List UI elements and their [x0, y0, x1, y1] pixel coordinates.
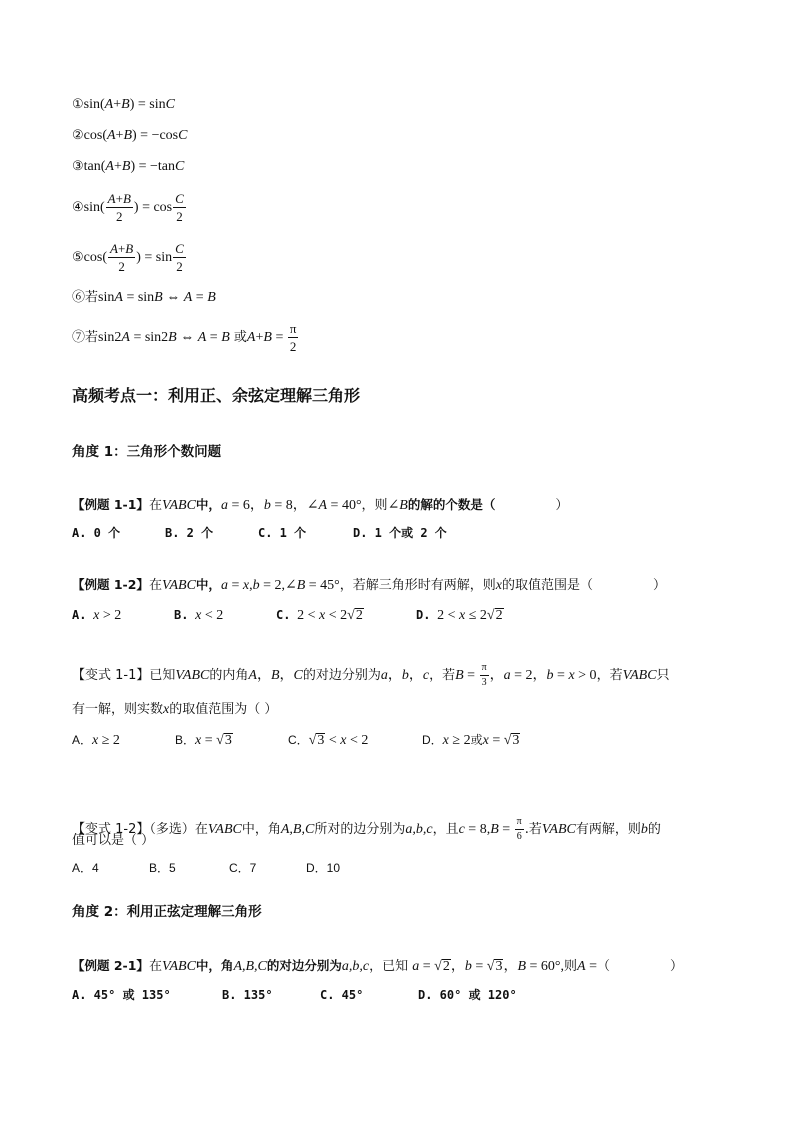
option-a[interactable]: A. 0 个 [72, 526, 121, 540]
example-2-1-question: 【例题 2-1】在VABC中，角A,B,C的对边分别为a,b,c，已知 a = √2，b = √3，B = 60°,则A =（ ） [72, 958, 684, 974]
formula-1-marker: ① [72, 97, 84, 112]
option-c[interactable]: C．7 [229, 861, 257, 875]
option-a[interactable]: A．x ≥ 2 [72, 733, 120, 748]
variant-1-2-options [72, 859, 340, 877]
option-d[interactable]: D．x ≥ 2或x = √3 [422, 733, 520, 748]
option-d[interactable]: D．10 [306, 861, 341, 875]
example-1-1-options [72, 524, 447, 542]
option-a[interactable]: A. x > 2 [72, 608, 122, 623]
option-c[interactable]: C. 1 个 [258, 526, 307, 540]
variant-1-1-tag: 【变式 1-1】 [72, 668, 150, 683]
option-c[interactable]: C．√3 < x < 2 [288, 733, 369, 748]
formula-6-marker: ⑥ [72, 290, 86, 305]
formula-4: ④sin( $\frac{A+B}{2}$ ) = cos $\frac{C}{2}$ [72, 191, 184, 225]
formula-1: ①sin(A+B) = sinC [72, 97, 175, 112]
example-1-1-question: 【例题 1-1】在VABC中，a = 6，b = 8，∠A = 40°，则∠B的解的个数是（ ） [72, 497, 569, 513]
example-2-1-options [72, 986, 517, 1004]
formula-3: ③tan(A+B) = −tanC [72, 159, 185, 174]
option-b[interactable]: B. x < 2 [174, 608, 224, 623]
example-1-1-tag: 【例题 1-1】 [72, 497, 149, 512]
formula-6: ⑥若sinA = sinB ⇔ A = B [72, 290, 216, 305]
variant-1-1-question-line2: 有一解，则实数x的取值范围为（ ） [72, 702, 278, 717]
option-b[interactable]: B. 135° [222, 988, 273, 1002]
formula-4-marker: ④ [72, 200, 84, 215]
option-b[interactable]: B．x = √3 [175, 733, 232, 748]
option-c[interactable]: C. 45° [320, 988, 364, 1002]
section-title: 高频考点一：利用正、余弦定理解三角形 [72, 386, 361, 405]
option-d[interactable]: D. 2 < x ≤ 2√2 [416, 608, 503, 623]
formula-2-marker: ② [72, 128, 84, 143]
option-d[interactable]: D. 1 个或 2 个 [353, 526, 447, 540]
formula-5: ⑤cos( $\frac{A+B}{2}$ ) = sin $\frac{C}{2}$ [72, 241, 184, 275]
formula-5-marker: ⑤ [72, 250, 84, 265]
option-b[interactable]: B. 2 个 [165, 526, 214, 540]
variant-1-2-tag: 【变式 1-2】 [72, 822, 150, 837]
formula-2: ②cos(A+B) = −cosC [72, 128, 188, 143]
example-1-2-question: 【例题 1-2】在VABC中，a = x,b = 2,∠B = 45°，若解三角形时有两解，则x的取值范围是（ ） [72, 577, 667, 593]
formula-7-marker: ⑦ [72, 330, 86, 345]
option-b[interactable]: B．5 [149, 861, 176, 875]
option-a[interactable]: A．4 [72, 861, 99, 875]
example-1-2-tag: 【例题 1-2】 [72, 577, 149, 592]
angle-1-title: 角度 1：三角形个数问题 [72, 444, 222, 460]
formula-3-marker: ③ [72, 159, 84, 174]
angle-2-title: 角度 2：利用正弦定理解三角形 [72, 904, 262, 920]
option-c[interactable]: C. 2 < x < 2√2 [276, 608, 363, 623]
variant-1-2-question-line2: 值可以是（ ） [72, 833, 155, 848]
variant-1-1-options [72, 731, 520, 750]
option-d[interactable]: D. 60° 或 120° [418, 988, 517, 1002]
example-2-1-tag: 【例题 2-1】 [72, 958, 149, 973]
option-a[interactable]: A. 45° 或 135° [72, 988, 171, 1002]
variant-1-1-question: 【变式 1-1】已知VABC的内角A，B，C的对边分别为a，b，c，若B = $\frac{\pi}{3}$ ，a = 2，b = x > 0，若VABC只 [72, 662, 670, 689]
variant-1-2-question: 【变式 1-2】（多选）在VABC中，角A,B,C所对的边分别为a,b,c，且c = 8,B = $\frac{\pi}{6}$ .若VABC有两解，则b的 [72, 816, 661, 843]
formula-7: ⑦若sin2A = sin2B ⇔ A = B 或A+B = $\frac{\pi}{2}$ [72, 321, 297, 355]
example-1-2-options [72, 606, 504, 625]
